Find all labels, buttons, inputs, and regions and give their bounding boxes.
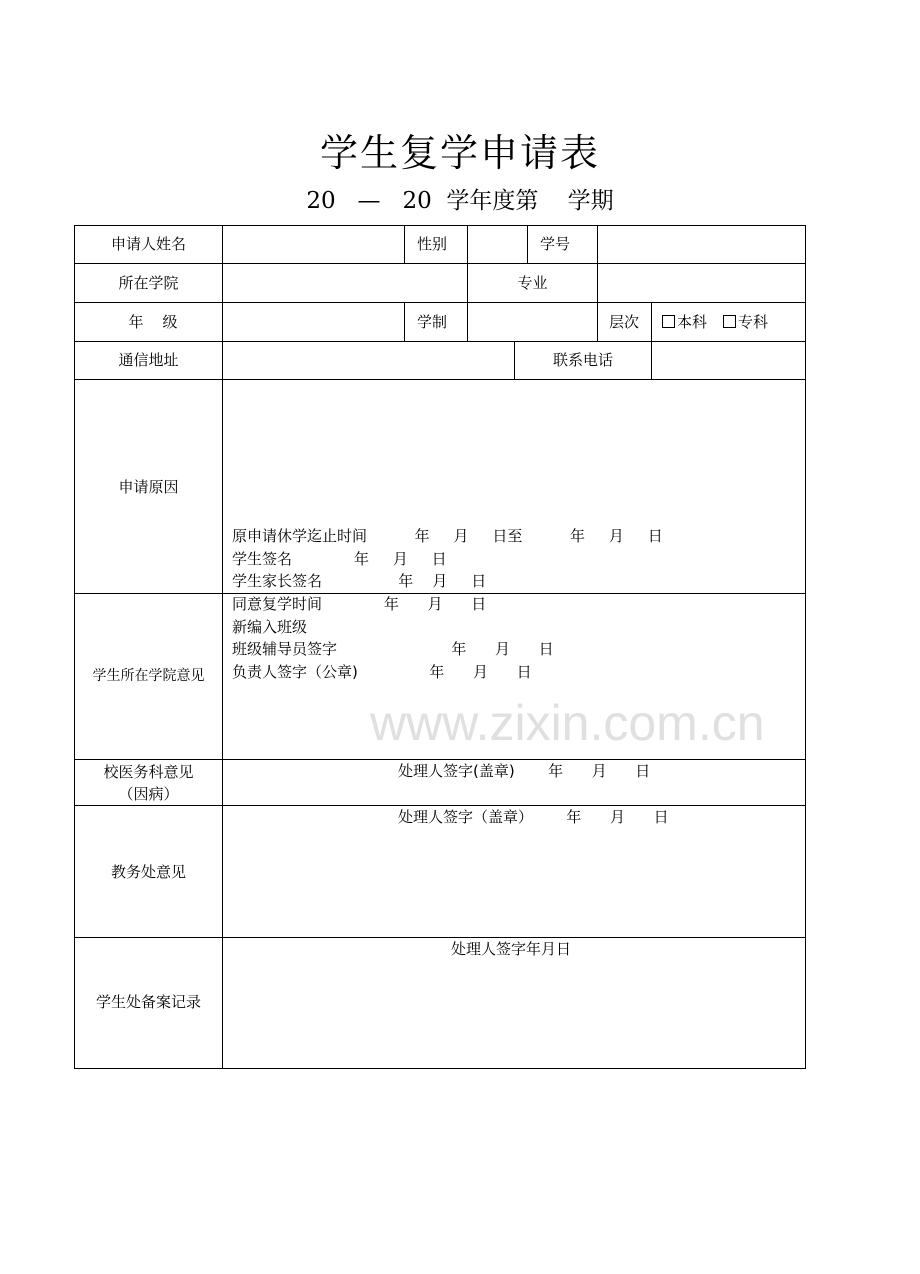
academic-opinion-label: 教务处意见 bbox=[110, 863, 186, 881]
gender-field[interactable] bbox=[467, 225, 528, 264]
director-signature-line: 负责人签字（公章) 年 月 日 bbox=[232, 663, 532, 681]
address-label: 通信地址 bbox=[118, 351, 179, 369]
student-id-label: 学号 bbox=[539, 235, 570, 253]
student-id-field[interactable] bbox=[597, 225, 806, 264]
name-label: 申请人姓名 bbox=[110, 235, 186, 253]
student-affairs-label: 学生处备案记录 bbox=[95, 993, 201, 1011]
level-option-label: 本科 bbox=[677, 313, 708, 331]
academic-signature-line: 处理人签字（盖章） 年 月 日 bbox=[398, 808, 669, 826]
student-signature-line: 学生签名 年 月 日 bbox=[232, 550, 447, 568]
major-label: 专业 bbox=[517, 274, 548, 292]
grade-field[interactable] bbox=[222, 302, 405, 342]
name-field[interactable] bbox=[222, 225, 405, 264]
checkbox-icon[interactable] bbox=[723, 315, 736, 328]
level-option-undergraduate[interactable] bbox=[662, 311, 707, 333]
page-subtitle: 20 — 20 学年度第 学期 bbox=[306, 188, 614, 214]
schooling-label: 学制 bbox=[416, 313, 447, 331]
clinic-signature-line: 处理人签字(盖章) 年 月 日 bbox=[398, 762, 651, 780]
affairs-signature-line: 处理人签字年月日 bbox=[451, 940, 572, 958]
new-class-line: 新编入班级 bbox=[232, 618, 308, 636]
level-label: 层次 bbox=[608, 313, 639, 331]
checkbox-icon[interactable] bbox=[662, 315, 675, 328]
counselor-signature-line: 班级辅导员签字 年 月 日 bbox=[232, 640, 554, 658]
address-field[interactable] bbox=[222, 341, 515, 380]
parent-signature-line: 学生家长签名 年 月 日 bbox=[232, 572, 487, 590]
grade-label: 年 级 bbox=[128, 313, 178, 331]
clinic-opinion-label: 校医务科意见 bbox=[103, 763, 194, 781]
level-option-label: 专科 bbox=[738, 313, 769, 331]
watermark: www.zixin.com.cn bbox=[370, 695, 765, 751]
college-opinion-label: 学生所在学院意见 bbox=[92, 668, 205, 684]
clinic-opinion-note: （因病） bbox=[118, 785, 179, 803]
level-option-junior-college[interactable] bbox=[723, 311, 768, 333]
page-title: 学生复学申请表 bbox=[319, 131, 600, 175]
original-leave-period: 原申请休学迄止时间 年 月 日至 年 月 日 bbox=[232, 527, 663, 545]
major-field[interactable] bbox=[597, 263, 806, 303]
resumption-date-line: 同意复学时间 年 月 日 bbox=[232, 595, 487, 613]
gender-label: 性别 bbox=[416, 235, 447, 253]
college-field[interactable] bbox=[222, 263, 468, 303]
phone-label: 联系电话 bbox=[552, 351, 613, 369]
phone-field[interactable] bbox=[651, 341, 806, 380]
reason-label: 申请原因 bbox=[118, 478, 179, 496]
schooling-field[interactable] bbox=[467, 302, 598, 342]
college-label: 所在学院 bbox=[118, 274, 179, 292]
